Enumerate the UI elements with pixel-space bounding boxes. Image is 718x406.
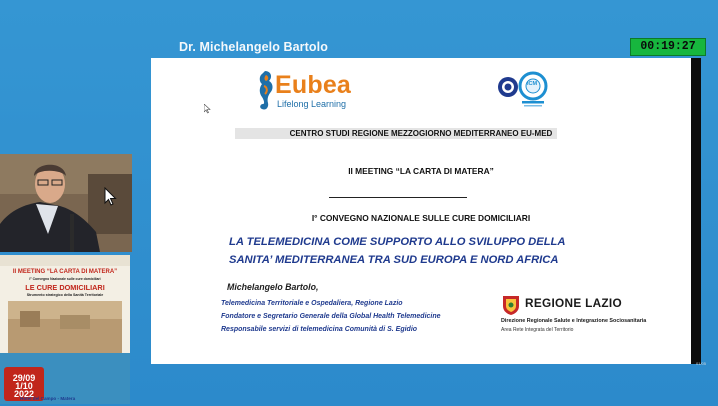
poster-convegno: I° Convegno Nazionale sulle cure domiciliari xyxy=(29,277,101,281)
regione-lazio-logo xyxy=(499,294,669,344)
speaker-name-label: Dr. Michelangelo Bartolo xyxy=(179,40,328,54)
author-role: Telemedicina Territoriale e Ospedaliera, Regione Lazio xyxy=(221,300,403,307)
author-role: Fondatore e Segretario Generale della Global Health Telemedicine xyxy=(221,313,441,320)
slide-counter: 01/05 xyxy=(696,361,707,366)
icm-logo xyxy=(496,68,556,108)
poster-meeting-title: II MEETING “LA CARTA DI MATERA” xyxy=(12,269,118,275)
event-poster xyxy=(0,255,130,404)
org-title: CENTRO STUDI REGIONE MEZZOGIORNO MEDITERRANEO EU-MED xyxy=(289,129,553,138)
seahorse-icon xyxy=(253,69,275,113)
regione-logo-text: REGIONE LAZIO xyxy=(525,296,622,310)
eubea-logo-subtitle: Lifelong Learning xyxy=(277,99,347,109)
presentation-slide xyxy=(151,58,691,364)
regione-area: Area Rete Integrata del Territorio xyxy=(501,327,574,333)
separator-line xyxy=(329,197,467,198)
author-name: Michelangelo Bartolo, xyxy=(227,282,319,292)
poster-date-start: 29/09 xyxy=(12,373,36,383)
regione-emblem-icon xyxy=(501,294,521,316)
eubea-logo xyxy=(251,68,361,114)
poster-venue: Hotel del Campo - Matera xyxy=(20,396,76,401)
elapsed-timer: 00:19:27 xyxy=(630,38,706,56)
icm-seal-icon xyxy=(496,68,556,108)
slide-side-strip xyxy=(691,58,701,364)
icm-seal-text: ICM xyxy=(527,81,538,87)
eubea-logo-text: Eubea xyxy=(275,71,352,99)
poster-cure-title: LE CURE DOMICILIARI xyxy=(25,283,105,292)
poster-date-year: 2022 xyxy=(13,389,35,399)
talk-title-line-2: SANITA’ MEDITERRANEA TRA SUD EUROPA E NORD AFRICA xyxy=(229,254,559,266)
author-role: Responsabile servizi di telemedicina Comunità di S. Egidio xyxy=(221,326,418,333)
mouse-pointer-icon xyxy=(204,104,211,114)
convegno-title: I° CONVEGNO NAZIONALE SULLE CURE DOMICILIARI xyxy=(311,213,531,223)
regione-directorate: Direzione Regionale Salute e Integrazione Sociosanitaria xyxy=(501,318,647,324)
poster-subtitle: Strumento strategico della Sanità Territoriale xyxy=(26,293,104,297)
mouse-cursor-icon xyxy=(104,187,118,207)
meeting-title: II MEETING “LA CARTA DI MATERA” xyxy=(348,166,494,176)
talk-title-line-1: LA TELEMEDICINA COME SUPPORTO ALLO SVILUPPO DELLA xyxy=(229,236,566,248)
poster-date-end: 1/10 xyxy=(15,381,33,391)
